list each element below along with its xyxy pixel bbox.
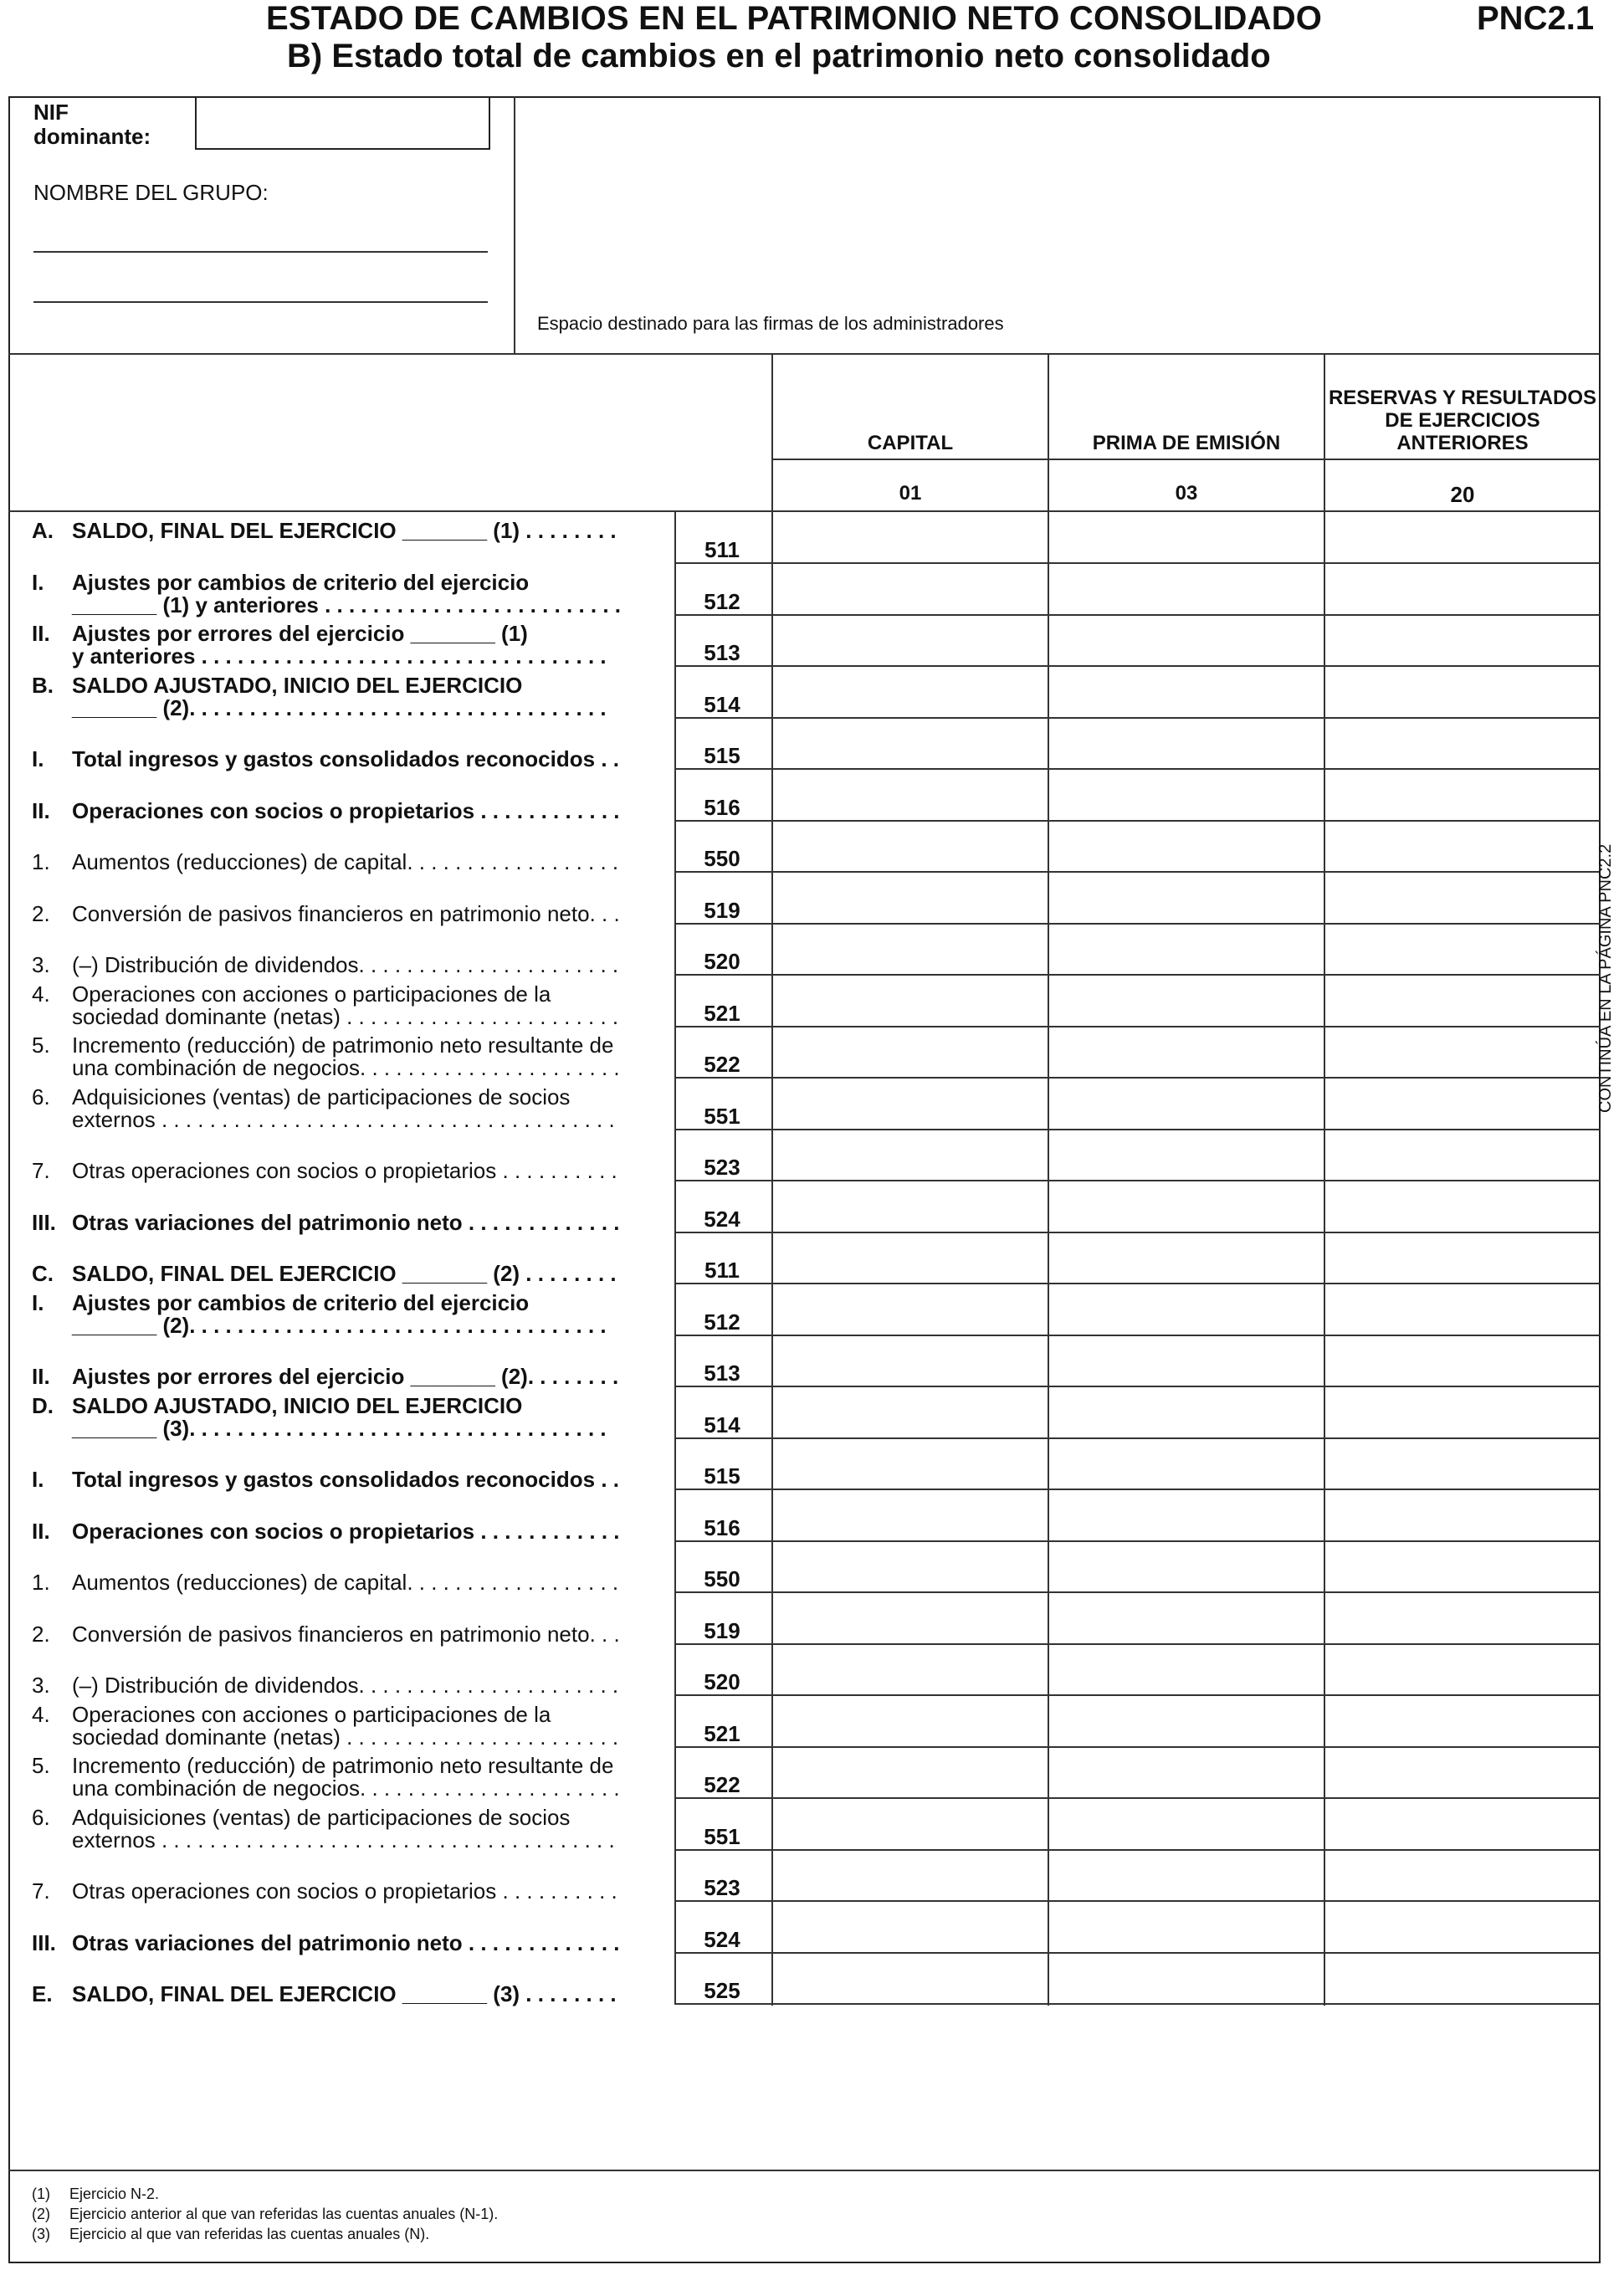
value-cell-col-1[interactable]: [773, 1902, 1046, 1951]
value-cell-col-3[interactable]: [1325, 1902, 1598, 1951]
row-text-1: SALDO, FINAL DEL EJERCICIO _______ (1) . . . . . . . .: [72, 518, 617, 543]
row-label-line2: [32, 1570, 651, 1596]
row-marker: C.: [32, 1261, 54, 1286]
row-code: 521: [704, 1001, 740, 1026]
row-text-2: Otras operaciones con socios o propietarios . . . . . . . . . .: [72, 1158, 617, 1183]
row-text-2: Aumentos (reducciones) de capital. . . . . . . . . . . . . . . . . .: [72, 1570, 619, 1595]
row-label-line2: [32, 1313, 651, 1339]
row-code: 519: [704, 898, 740, 923]
row-text-1: Adquisiciones (ventas) de participaciones de socios: [72, 1805, 571, 1830]
value-cell-col-3[interactable]: [1325, 615, 1598, 664]
row-text-2: una combinación de negocios. . . . . . . . . . . . . . . . . . . . . .: [72, 1055, 620, 1080]
row-text-1: Incremento (reducción) de patrimonio neto resultante de: [72, 1753, 614, 1778]
value-cell-col-2[interactable]: [1049, 924, 1322, 973]
value-cell-col-3[interactable]: [1325, 1541, 1598, 1591]
row-text-1: SALDO AJUSTADO, INICIO DEL EJERCICIO: [72, 673, 523, 698]
row-marker: II.: [32, 621, 50, 646]
code-divider: [674, 1591, 676, 1643]
value-cell-col-3[interactable]: [1325, 976, 1598, 1025]
value-cell-col-1[interactable]: [773, 615, 1046, 664]
row-text-2: (–) Distribución de dividendos. . . . . . . . . . . . . . . . . . . . . .: [72, 1673, 619, 1698]
footnote-text: Ejercicio al que van referidas las cuentas anuales (N).: [69, 2226, 430, 2242]
code-divider: [674, 1437, 676, 1489]
value-cell-col-3[interactable]: [1325, 1130, 1598, 1179]
code-divider: [674, 1797, 676, 1849]
row-marker: 5.: [32, 1753, 50, 1778]
row-code: 523: [704, 1875, 740, 1900]
code-divider: [674, 1025, 676, 1077]
row-label-line2: [32, 1878, 651, 1904]
value-cell-col-3[interactable]: [1325, 873, 1598, 922]
value-cell-col-1[interactable]: [773, 1232, 1046, 1282]
continuation-note: CONTINÚA EN LA PÁGINA PNC2.2: [1596, 843, 1615, 1113]
code-divider: [674, 871, 676, 923]
code-divider: [674, 1334, 676, 1386]
value-cell-col-1[interactable]: [773, 1696, 1046, 1745]
value-cell-col-1[interactable]: [773, 1593, 1046, 1642]
value-cell-col-3[interactable]: [1325, 1387, 1598, 1437]
row-code: 513: [704, 1360, 740, 1386]
row-marker: I.: [32, 570, 44, 595]
row-label-line2: [32, 1827, 651, 1853]
row-code: 516: [704, 1515, 740, 1540]
footnote-marker: (3): [32, 2226, 50, 2242]
row-label-line2: [32, 746, 651, 772]
row-label-line2: [32, 1261, 651, 1287]
value-cell-col-2[interactable]: [1049, 873, 1322, 922]
row-code: 514: [704, 692, 740, 717]
row-label-line2: [32, 1724, 651, 1750]
column-header-3: [1325, 387, 1600, 454]
value-cell-col-2[interactable]: [1049, 564, 1322, 613]
row-text-2: SALDO, FINAL DEL EJERCICIO _______ (3) . . . . . . . .: [72, 1981, 617, 2006]
row-text-2: externos . . . . . . . . . . . . . . . . . . . . . . . . . . . . . . . . . . . . . .: [72, 1827, 615, 1852]
row-label-line2: [32, 1416, 651, 1442]
value-cell-col-2[interactable]: [1049, 1027, 1322, 1076]
value-cell-col-3[interactable]: [1325, 1747, 1598, 1796]
code-divider: [674, 1077, 676, 1129]
row-code: 521: [704, 1721, 740, 1746]
row-label-line2: [32, 1055, 651, 1081]
row-code: 515: [704, 1463, 740, 1489]
value-cell-col-1[interactable]: [773, 873, 1046, 922]
value-cell-col-2[interactable]: [1049, 667, 1322, 716]
row-marker: E.: [32, 1981, 53, 2006]
row-label-line2: [32, 1364, 651, 1390]
value-cell-col-2[interactable]: [1049, 1850, 1322, 1899]
value-cell-col-3[interactable]: [1325, 1593, 1598, 1642]
row-text-2: Conversión de pasivos financieros en patrimonio neto. . .: [72, 1622, 620, 1647]
row-text-2: Total ingresos y gastos consolidados reconocidos . .: [72, 746, 619, 771]
code-divider: [674, 1128, 676, 1180]
code-divider: [674, 562, 676, 614]
value-cell-col-3[interactable]: [1325, 718, 1598, 767]
row-label-line2: [32, 1210, 651, 1236]
value-cell-col-1[interactable]: [773, 1387, 1046, 1437]
value-cell-col-3[interactable]: [1325, 1284, 1598, 1334]
value-cell-col-3[interactable]: [1325, 1490, 1598, 1540]
value-cell-col-2[interactable]: [1049, 1438, 1322, 1488]
footnote: [32, 2206, 498, 2223]
value-cell-col-2[interactable]: [1049, 1387, 1322, 1437]
row-code: 519: [704, 1618, 740, 1643]
row-text-2: Otras variaciones del patrimonio neto . . . . . . . . . . . . .: [72, 1210, 620, 1235]
code-divider: [674, 1283, 676, 1335]
code-divider: [674, 1180, 676, 1232]
code-divider: [674, 768, 676, 820]
value-cell-col-2[interactable]: [1049, 1335, 1322, 1385]
value-cell-col-3[interactable]: [1325, 667, 1598, 716]
code-divider: [674, 510, 676, 562]
row-code: 525: [704, 1978, 740, 2003]
value-cell-col-1[interactable]: [773, 667, 1046, 716]
row-text-1: Operaciones con acciones o participaciones de la: [72, 981, 551, 1007]
row-code: 520: [704, 949, 740, 974]
column-code-2: 03: [1175, 482, 1198, 505]
value-cell-col-2[interactable]: [1049, 770, 1322, 819]
value-cell-col-2[interactable]: [1049, 1747, 1322, 1796]
row-label-line2: [32, 952, 651, 978]
value-cell-col-1[interactable]: [773, 1541, 1046, 1591]
row-text-1: Incremento (reducción) de patrimonio neto resultante de: [72, 1033, 614, 1058]
row-marker: 1.: [32, 1570, 50, 1595]
row-label-line2: [32, 1622, 651, 1647]
code-divider: [674, 613, 676, 665]
code-divider: [674, 922, 676, 974]
row-text-1: Adquisiciones (ventas) de participaciones de socios: [72, 1084, 571, 1109]
value-cell-col-3[interactable]: [1325, 1953, 1598, 2002]
code-divider: [674, 1386, 676, 1437]
row-text-1: Ajustes por cambios de criterio del ejercicio: [72, 1290, 530, 1315]
footnote: [32, 2185, 159, 2203]
column-header-line: ANTERIORES: [1396, 432, 1529, 454]
row-text-2: Ajustes por errores del ejercicio _______ (2). . . . . . . .: [72, 1364, 619, 1389]
value-cell-col-3[interactable]: [1325, 1335, 1598, 1385]
value-cell-col-2[interactable]: [1049, 512, 1322, 561]
value-cell-col-2[interactable]: [1049, 1079, 1322, 1128]
value-cell-col-3[interactable]: [1325, 821, 1598, 870]
form-code: PNC2.1: [1477, 0, 1595, 37]
row-text-1: Ajustes por errores del ejercicio _______ (1): [72, 621, 528, 646]
group-name-line-1[interactable]: [33, 251, 488, 253]
value-cell-col-1[interactable]: [773, 1335, 1046, 1385]
column-header-line: PRIMA DE EMISIÓN: [1092, 432, 1281, 454]
row-label-line2: [32, 849, 651, 875]
value-cell-col-3[interactable]: [1325, 770, 1598, 819]
column-header-line: DE EJERCICIOS: [1385, 409, 1540, 432]
row-label-line2: [32, 643, 651, 669]
row-marker: I.: [32, 1290, 44, 1315]
row-marker: 6.: [32, 1805, 50, 1830]
value-cell-col-2[interactable]: [1049, 1696, 1322, 1745]
row-label-line2: [32, 901, 651, 927]
row-code: 512: [704, 1309, 740, 1335]
row-text-2: Operaciones con socios o propietarios . . . . . . . . . . . .: [72, 798, 620, 823]
code-divider: [674, 1489, 676, 1540]
code-divider: [674, 1900, 676, 1952]
nif-label: [33, 100, 151, 149]
value-cell-col-1[interactable]: [773, 1438, 1046, 1488]
row-marker: III.: [32, 1930, 56, 1955]
row-text-2: (–) Distribución de dividendos. . . . . . . . . . . . . . . . . . . . . .: [72, 952, 619, 977]
row-label-line2: [32, 798, 651, 824]
row-text-2: sociedad dominante (netas) . . . . . . . . . . . . . . . . . . . . . . .: [72, 1004, 619, 1029]
signature-area[interactable]: [515, 97, 1598, 353]
value-cell-col-2[interactable]: [1049, 615, 1322, 664]
value-cell-col-3[interactable]: [1325, 1644, 1598, 1694]
group-name-line-2[interactable]: [33, 301, 488, 303]
code-divider: [674, 1745, 676, 1797]
row-text-2: _______ (2). . . . . . . . . . . . . . . . . . . . . . . . . . . . . . . . . . .: [72, 1313, 607, 1338]
code-divider: [674, 819, 676, 871]
row-marker: 7.: [32, 1158, 50, 1183]
row-label-line2: [32, 1930, 651, 1956]
value-cell-col-1[interactable]: [773, 1850, 1046, 1899]
row-marker: I.: [32, 746, 44, 771]
row-label-line2: [32, 1981, 651, 2007]
signature-label: Espacio destinado para las firmas de los administradores: [537, 313, 1004, 334]
row-code: 522: [704, 1772, 740, 1797]
row-marker: 3.: [32, 952, 50, 977]
code-divider: [674, 1231, 676, 1283]
footnote-text: Ejercicio anterior al que van referidas las cuentas anuales (N-1).: [69, 2206, 499, 2222]
footnote-rule: [8, 2170, 1601, 2171]
value-cell-col-3[interactable]: [1325, 1181, 1598, 1231]
value-cell-col-2[interactable]: [1049, 1541, 1322, 1591]
row-code: 550: [704, 1566, 740, 1591]
rows-top-rule: [8, 510, 1601, 512]
row-text-1: Operaciones con acciones o participaciones de la: [72, 1702, 551, 1727]
row-label-line2: [32, 1519, 651, 1545]
row-code: 550: [704, 846, 740, 871]
row-text-2: SALDO, FINAL DEL EJERCICIO _______ (2) . . . . . . . .: [72, 1261, 617, 1286]
column-header-1: [773, 432, 1048, 454]
value-cell-col-1[interactable]: [773, 1644, 1046, 1694]
value-cell-col-1[interactable]: [773, 512, 1046, 561]
row-text-2: _______ (1) y anteriores . . . . . . . . . . . . . . . . . . . . . . . . .: [72, 592, 622, 617]
row-marker: II.: [32, 1364, 50, 1389]
nif-label-line2: dominante:: [33, 124, 151, 149]
row-text-2: Aumentos (reducciones) de capital. . . . . . . . . . . . . . . . . .: [72, 849, 619, 874]
value-cell-col-3[interactable]: [1325, 1079, 1598, 1128]
value-cell-col-2[interactable]: [1049, 1232, 1322, 1282]
row-marker: 2.: [32, 901, 50, 926]
value-cell-col-2[interactable]: [1049, 1799, 1322, 1848]
value-cell-col-1[interactable]: [773, 976, 1046, 1025]
value-cell-col-1[interactable]: [773, 924, 1046, 973]
value-cell-col-3[interactable]: [1325, 1799, 1598, 1848]
footnote-marker: (2): [32, 2206, 50, 2222]
row-label-line2: [32, 1004, 651, 1030]
row-label-line2: [32, 1467, 651, 1493]
value-cell-col-3[interactable]: [1325, 1027, 1598, 1076]
column-header-line: CAPITAL: [867, 432, 954, 454]
row-label-line2: [32, 1776, 651, 1801]
footnote-marker: (1): [32, 2185, 50, 2202]
row-code: 524: [704, 1927, 740, 1952]
row-marker: 6.: [32, 1084, 50, 1109]
ident-bottom-rule: [8, 353, 1601, 355]
row-code: 551: [704, 1824, 740, 1849]
value-cell-col-2[interactable]: [1049, 1284, 1322, 1334]
row-marker: 3.: [32, 1673, 50, 1698]
value-cell-col-2[interactable]: [1049, 976, 1322, 1025]
row-code: 523: [704, 1155, 740, 1180]
row-text-2: externos . . . . . . . . . . . . . . . . . . . . . . . . . . . . . . . . . . . . . .: [72, 1107, 615, 1132]
value-cell-col-1[interactable]: [773, 1799, 1046, 1848]
row-code: 515: [704, 743, 740, 768]
form-title: ESTADO DE CAMBIOS EN EL PATRIMONIO NETO CONSOLIDADO: [266, 0, 1323, 37]
row-marker: 2.: [32, 1622, 50, 1647]
value-cell-col-3[interactable]: [1325, 564, 1598, 613]
code-divider: [674, 1848, 676, 1900]
group-name-label: NOMBRE DEL GRUPO:: [33, 180, 269, 205]
row-label-line2: [32, 1673, 651, 1699]
row-code: 514: [704, 1412, 740, 1437]
value-cell-col-1[interactable]: [773, 821, 1046, 870]
value-cell-col-1[interactable]: [773, 718, 1046, 767]
row-code: 522: [704, 1052, 740, 1077]
column-code-1: 01: [899, 482, 922, 505]
row-code: 524: [704, 1207, 740, 1232]
code-divider: [674, 716, 676, 768]
column-header-rule: [771, 459, 1601, 460]
row-code: 516: [704, 795, 740, 820]
row-marker: 1.: [32, 849, 50, 874]
column-code-3: 20: [1450, 482, 1475, 507]
footnote: [32, 2226, 429, 2243]
row-text-2: Total ingresos y gastos consolidados reconocidos . .: [72, 1467, 619, 1492]
row-code: 511: [704, 1258, 740, 1283]
value-cell-col-3[interactable]: [1325, 1850, 1598, 1899]
row-marker: 7.: [32, 1878, 50, 1904]
row-text-2: Operaciones con socios o propietarios . . . . . . . . . . . .: [72, 1519, 620, 1544]
row-label-line2: [32, 695, 651, 721]
value-cell-col-3[interactable]: [1325, 512, 1598, 561]
row-label-line2: [32, 541, 651, 566]
value-cell-col-2[interactable]: [1049, 1490, 1322, 1540]
row-code: 520: [704, 1669, 740, 1694]
value-cell-col-1[interactable]: [773, 564, 1046, 613]
column-header-line: RESERVAS Y RESULTADOS: [1328, 387, 1597, 409]
row-text-1: Ajustes por cambios de criterio del ejercicio: [72, 570, 530, 595]
row-marker: A.: [32, 518, 54, 543]
row-text-2: _______ (3). . . . . . . . . . . . . . . . . . . . . . . . . . . . . . . . . . .: [72, 1416, 607, 1441]
row-text-2: sociedad dominante (netas) . . . . . . . . . . . . . . . . . . . . . . .: [72, 1724, 619, 1750]
value-cell-col-2[interactable]: [1049, 1902, 1322, 1951]
row-label-line2: [32, 592, 651, 618]
nif-input[interactable]: [195, 96, 490, 150]
value-cell-col-1[interactable]: [773, 1284, 1046, 1334]
row-code: 551: [704, 1104, 740, 1129]
row-code: 512: [704, 589, 740, 614]
footnote-text: Ejercicio N-2.: [69, 2185, 160, 2202]
value-cell-col-1[interactable]: [773, 770, 1046, 819]
row-text-1: SALDO AJUSTADO, INICIO DEL EJERCICIO: [72, 1393, 523, 1418]
row-marker: I.: [32, 1467, 44, 1492]
value-cell-col-2[interactable]: [1049, 1593, 1322, 1642]
code-divider: [674, 1951, 676, 2003]
value-cell-col-2[interactable]: [1049, 1953, 1322, 2002]
value-cell-col-1[interactable]: [773, 1747, 1046, 1796]
row-text-2: una combinación de negocios. . . . . . . . . . . . . . . . . . . . . .: [72, 1776, 620, 1801]
value-cell-col-2[interactable]: [1049, 718, 1322, 767]
code-divider: [674, 1540, 676, 1591]
row-label-line2: [32, 1107, 651, 1133]
column-header-2: [1049, 432, 1324, 454]
value-cell-col-3[interactable]: [1325, 1232, 1598, 1282]
value-cell-col-3[interactable]: [1325, 1438, 1598, 1488]
row-rule: [674, 2003, 1601, 2005]
row-marker: 4.: [32, 981, 50, 1007]
value-cell-col-2[interactable]: [1049, 1181, 1322, 1231]
nif-label-line1: NIF: [33, 100, 69, 125]
code-divider: [674, 665, 676, 717]
row-marker: III.: [32, 1210, 56, 1235]
row-label-line2: [32, 1158, 651, 1184]
value-cell-col-3[interactable]: [1325, 1696, 1598, 1745]
value-cell-col-3[interactable]: [1325, 924, 1598, 973]
value-cell-col-1[interactable]: [773, 1181, 1046, 1231]
code-divider: [674, 1642, 676, 1694]
row-marker: D.: [32, 1393, 54, 1418]
value-cell-col-2[interactable]: [1049, 1130, 1322, 1179]
code-divider: [674, 1694, 676, 1746]
value-cell-col-1[interactable]: [773, 1027, 1046, 1076]
row-text-2: Otras operaciones con socios o propietarios . . . . . . . . . .: [72, 1878, 617, 1904]
value-cell-col-1[interactable]: [773, 1490, 1046, 1540]
row-code: 513: [704, 640, 740, 665]
value-cell-col-2[interactable]: [1049, 1644, 1322, 1694]
row-marker: 4.: [32, 1702, 50, 1727]
row-text-2: y anteriores . . . . . . . . . . . . . . . . . . . . . . . . . . . . . . . . . .: [72, 643, 607, 669]
row-text-2: Conversión de pasivos financieros en patrimonio neto. . .: [72, 901, 620, 926]
row-marker: B.: [32, 673, 54, 698]
row-text-2: _______ (2). . . . . . . . . . . . . . . . . . . . . . . . . . . . . . . . . . .: [72, 695, 607, 720]
row-code: 511: [704, 537, 740, 562]
value-cell-col-1[interactable]: [773, 1953, 1046, 2002]
value-cell-col-2[interactable]: [1049, 821, 1322, 870]
value-cell-col-1[interactable]: [773, 1130, 1046, 1179]
row-text-2: Otras variaciones del patrimonio neto . . . . . . . . . . . . .: [72, 1930, 620, 1955]
code-divider: [674, 974, 676, 1026]
form-subtitle: B) Estado total de cambios en el patrimonio neto consolidado: [287, 38, 1271, 74]
value-cell-col-1[interactable]: [773, 1079, 1046, 1128]
row-marker: II.: [32, 798, 50, 823]
row-marker: 5.: [32, 1033, 50, 1058]
row-marker: II.: [32, 1519, 50, 1544]
